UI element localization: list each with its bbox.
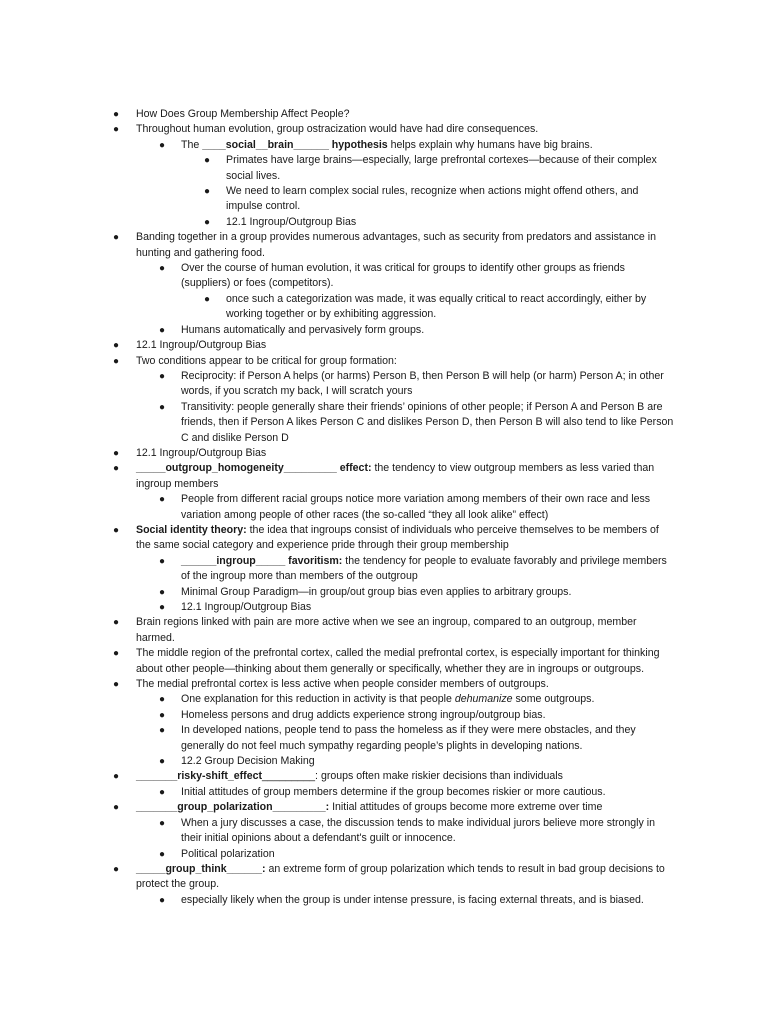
item-text: The [181,138,203,151]
outline-item-level-2 [0,847,676,862]
item-text: People from different racial groups notice more variation among members of their own race and less variation among people of other races (the so-called “they all look alike” effect) [181,493,651,521]
item-text: Over the course of human evolution, it was critical for groups to identify other groups as friends (suppliers) or foes (competitors). [181,262,625,290]
bullet-icon: ● [159,756,166,768]
bullet-icon: ● [113,802,120,814]
bullet-icon: ● [113,232,120,244]
item-text: the idea that ingroups consist of individuals who perceive themselves to be members of the same social category and experience pride through their group membership [136,523,659,552]
bullet-icon: ● [159,370,166,382]
outline-item-level-1 [0,122,676,137]
item-text: 12.1 Ingroup/Outgroup Bias [136,339,267,352]
bullet-icon: ● [204,216,211,228]
outline-item-level-3 [0,184,676,215]
item-text: The medial prefrontal cortex is less active when people consider members of outgroups. [136,678,549,691]
item-text: Initial attitudes of group members determine if the group becomes riskier or more cautious. [181,785,606,798]
bold-term: ____social__brain______ hypothesis [202,138,388,151]
outline-item-level-2 [0,585,676,600]
outline-item-level-1 [0,800,676,815]
bullet-icon: ● [113,124,120,136]
bullet-icon: ● [159,324,166,336]
item-text: 12.1 Ingroup/Outgroup Bias [181,601,312,613]
outline-item-level-2 [0,600,676,615]
item-text: 12.1 Ingroup/Outgroup Bias [136,446,267,459]
italic-text: dehumanize [454,693,513,706]
outline-item-level-2 [0,400,676,446]
bullet-icon: ● [159,401,166,413]
bullet-icon: ● [113,617,120,629]
outline-item-level-2 [0,369,676,400]
bullet-icon: ● [113,340,120,352]
outline-item-level-2 [0,261,676,292]
outline-item-level-1 [0,354,676,369]
outline-item-level-2 [0,323,676,338]
outline-item-level-2 [0,723,676,754]
bullet-icon: ● [159,602,166,613]
outline-item-level-3 [0,292,676,323]
outline-item-level-3 [0,215,676,230]
outline-item-level-2 [0,754,676,769]
bullet-icon: ● [113,771,120,783]
bullet-icon: ● [159,555,166,567]
item-text: Homeless persons and drug addicts experience strong ingroup/outgroup bias. [181,708,546,721]
outline-item-level-2 [0,816,676,847]
bullet-icon: ● [113,648,120,660]
item-text: Banding together in a group provides numerous advantages, such as security from predators and assistance in hunting and gathering food. [136,231,656,259]
item-text: Initial attitudes of groups become more extreme over time [329,801,603,814]
item-text: In developed nations, people tend to pass the homeless as if they were mere obstacles, and they generally do not feel much sympathy regarding people’s plights in developing nations. [181,724,636,752]
bullet-icon: ● [159,725,166,737]
bold-term: _____outgroup_homogeneity_________ effect: [136,462,372,475]
bullet-icon: ● [204,186,211,198]
outline-item-level-2 [0,708,676,723]
bullet-icon: ● [159,694,166,706]
bullet-icon: ● [204,293,211,305]
item-text: One explanation for this reduction in activity is that people [181,693,455,706]
bullet-icon: ● [113,524,120,536]
bold-term: _______group_polarization_________: [136,801,330,814]
bold-term: _____group_think______: [136,862,266,875]
outline-item-level-2 [0,554,676,585]
item-text: Primates have large brains—especially, large prefrontal cortexes—because of their complex social lives. [226,154,657,182]
bullet-icon: ● [113,109,120,120]
item-text: an extreme form of group polarization which tends to result in bad group decisions to protect the group. [136,862,665,891]
item-text: Political polarization [181,847,275,860]
outline-item-level-2 [0,893,676,908]
bold-term: Social identity theory: [136,523,247,536]
outline-item-level-2 [0,492,676,523]
document-outline [0,107,768,908]
bullet-icon: ● [159,139,166,151]
outline-item-level-1 [0,862,676,893]
outline-item-level-1 [0,107,676,122]
bullet-icon: ● [159,894,166,906]
item-text: Humans automatically and pervasively form groups. [181,323,425,336]
bullet-icon: ● [159,817,166,829]
item-text: the tendency to view outgroup members as less varied than ingroup members [136,462,655,490]
bullet-icon: ● [113,355,120,367]
bullet-icon: ● [159,586,166,598]
bullet-icon: ● [159,709,166,721]
outline-item-level-3 [0,153,676,184]
outline-item-level-1 [0,230,676,261]
bullet-icon: ● [113,447,120,459]
item-text: We need to learn complex social rules, recognize when actions might offend others, and impulse control. [226,185,639,213]
bullet-icon: ● [113,463,120,475]
item-text: helps explain why humans have big brains. [387,138,593,151]
item-text: once such a categorization was made, it was equally critical to react accordingly, either by working together or by exhibiting aggression. [226,292,647,321]
outline-item-level-1 [0,646,676,677]
bold-term: _______risky-shift_effect [136,770,263,783]
item-text: Brain regions linked with pain are more active when we see an ingroup, compared to an outgroup, member harmed. [136,616,637,644]
outline-item-level-1 [0,677,676,692]
bullet-icon: ● [159,786,166,798]
item-text: _________: groups often make riskier decisions than individuals [262,770,563,783]
item-text: Reciprocity: if Person A helps (or harms) Person B, then Person B will help (or harm) Person A; in other words, if you scratch my back, I will scratch yours [181,369,664,398]
outline-item-level-1 [0,446,676,461]
bullet-icon: ● [113,679,120,691]
outline-item-level-2 [0,138,676,153]
item-text: 12.2 Group Decision Making [181,755,315,768]
item-text: the tendency for people to evaluate favorably and privilege members of the ingroup more than members of the outgroup [181,554,667,583]
item-text: especially likely when the group is under intense pressure, is facing external threats, and is biased. [181,893,644,906]
outline-item-level-1 [0,769,676,784]
outline-item-level-1 [0,338,676,353]
item-text: Two conditions appear to be critical for group formation: [136,354,397,367]
outline-item-level-1 [0,523,676,554]
bullet-icon: ● [204,155,211,167]
item-text: Minimal Group Paradigm—in group/out group bias even applies to arbitrary groups. [181,585,572,598]
item-text: 12.1 Ingroup/Outgroup Bias [226,215,357,228]
bullet-icon: ● [159,263,166,275]
item-text: Transitivity: people generally share their friends’ opinions of other people; if Person A and Person B are friends, then if Person A likes Person C and dislikes Person D, then Person B will also tend to like Person C and dislike Person D [181,400,674,444]
bold-term: ______ingroup_____ favoritism: [181,554,343,567]
item-text: The middle region of the prefrontal cortex, called the medial prefrontal cortex, is especially important for thinking about other people—thinking about them generally or specifically, whether they are in ingroups or outgroups. [136,647,660,675]
outline-item-level-1 [0,461,676,492]
item-text: some outgroups. [512,693,595,706]
item-text: Throughout human evolution, group ostracization would have had dire consequences. [136,123,539,136]
bullet-icon: ● [159,494,166,506]
item-text: How Does Group Membership Affect People? [136,108,350,120]
bullet-icon: ● [159,848,166,860]
bullet-icon: ● [113,863,120,875]
outline-item-level-2 [0,785,676,800]
item-text: When a jury discusses a case, the discussion tends to make individual jurors believe more strongly in their initial opinions about a defendant's guilt or innocence. [181,816,656,845]
outline-item-level-1 [0,615,676,646]
outline-item-level-2 [0,692,676,707]
